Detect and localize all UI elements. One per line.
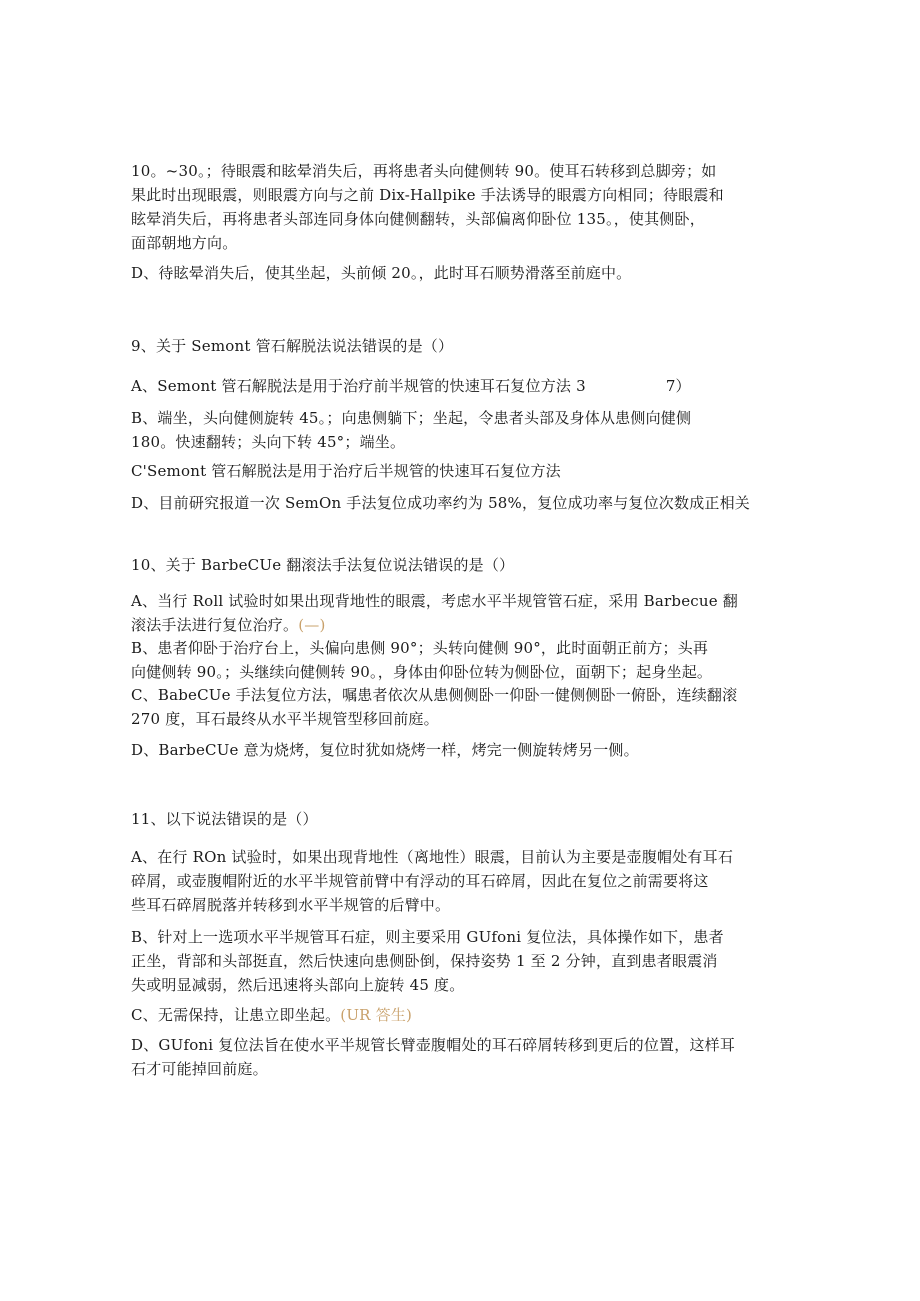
question-11-option-d-line-2: 石才可能掉回前庭。: [131, 1060, 268, 1078]
intro-line-4: 面部朝地方向。: [131, 234, 238, 252]
question-11: [131, 807, 791, 831]
question-10-text: 10、关于 BarbeCUe 翻滚法手法复位说法错误的是（）: [131, 556, 515, 574]
question-10-option-a-line-1: A、当行 Roll 试验时如果出现背地性的眼震，考虑水平半规管管石症，采用 Barbecue 翻: [131, 592, 738, 610]
intro-line-1: 10。~30。；待眼震和眩晕消失后，再将患者头向健侧转 90。使耳石转移到总脚旁；如: [131, 162, 717, 180]
question-10-option-c-line-1: C、BabeCUe 手法复位方法，嘱患者依次从患侧侧卧一仰卧一健侧侧卧一俯卧，连续翻滚: [131, 686, 738, 704]
question-10-option-c: [131, 683, 791, 731]
question-10-option-a-line-2: 滚法手法进行复位治疗。: [131, 616, 299, 634]
question-9-option-c-text: C'Semont 管石解脱法是用于治疗后半规管的快速耳石复位方法: [131, 462, 561, 480]
question-9-option-a: [131, 374, 791, 398]
question-11-option-a-line-2: 碎屑，或壶腹帽附近的水平半规管前臂中有浮动的耳石碎屑，因此在复位之前需要将这: [131, 872, 709, 890]
question-9-option-d: [131, 491, 791, 515]
intro-paragraph: [131, 159, 791, 255]
question-10-option-b-line-1: B、患者仰卧于治疗台上，头偏向患侧 90°；头转向健侧 90°，此时面朝正前方；头再: [131, 639, 709, 657]
question-11-option-b: [131, 925, 791, 997]
question-11-text: 11、以下说法错误的是（）: [131, 810, 318, 828]
question-10-option-d: [131, 738, 791, 762]
question-10-option-b: [131, 636, 791, 684]
question-10-option-b-line-2: 向健侧转 90。；头继续向健侧转 90。，身体由仰卧位转为侧卧位，面朝下；起身坐起。: [131, 663, 713, 681]
question-9-option-d-text: D、目前研究报道一次 SemOn 手法复位成功率约为 58%，复位成功率与复位次数成正相关: [131, 494, 751, 512]
question-11-option-b-line-3: 失或明显减弱，然后迅速将头部向上旋转 45 度。: [131, 976, 465, 994]
question-11-option-d: [131, 1033, 791, 1081]
question-9-option-b: [131, 406, 791, 454]
question-11-option-a-line-1: A、在行 ROn 试验时，如果出现背地性（离地性）眼震，目前认为主要是壶腹帽处有耳石: [131, 848, 734, 866]
question-11-option-c-text: C、无需保持，让患立即坐起。: [131, 1006, 341, 1024]
question-10-option-d-text: D、BarbeCUe 意为烧烤，复位时犹如烧烤一样，烤完一侧旋转烤另一侧。: [131, 741, 639, 759]
question-10: [131, 553, 791, 577]
question-11-option-b-line-1: B、针对上一选项水平半规管耳石症，则主要采用 GUfoni 复位法，具体操作如下，患者: [131, 928, 724, 946]
intro-line-3: 眩晕消失后，再将患者头部连同身体向健侧翻转，头部偏离仰卧位 135。，使其侧卧，: [131, 210, 705, 228]
question-9: [131, 334, 791, 358]
intro-line-2: 果此时出现眼震，则眼震方向与之前 Dix-Hallpike 手法诱导的眼震方向相同；待眼震和: [131, 186, 724, 204]
question-11-option-c-mark: (UR 答生): [340, 1006, 413, 1024]
question-9-option-a-text: A、Semont 管石解脱法是用于治疗前半规管的快速耳石复位方法 3: [131, 377, 586, 395]
question-11-option-a: [131, 845, 791, 917]
question-9-option-a-extra: 7）: [665, 377, 691, 395]
question-10-option-a-mark: (—): [298, 616, 326, 634]
question-9-text: 9、关于 Semont 管石解脱法说法错误的是（）: [131, 337, 454, 355]
question-11-option-a-line-3: 些耳石碎屑脱落并转移到水平半规管的后臂中。: [131, 896, 451, 914]
question-11-option-c: [131, 1003, 791, 1027]
question-10-option-a: [131, 589, 791, 637]
question-9-option-c: [131, 459, 791, 483]
intro-option-d-text: D、待眩晕消失后，使其坐起，头前倾 20。，此时耳石顺势滑落至前庭中。: [131, 264, 632, 282]
question-11-option-d-line-1: D、GUfoni 复位法旨在使水平半规管长臂壶腹帽处的耳石碎屑转移到更后的位置，这样耳: [131, 1036, 736, 1054]
question-10-option-c-line-2: 270 度，耳石最终从水平半规管型移回前庭。: [131, 710, 439, 728]
question-9-option-b-line-2: 180。快速翻转；头向下转 45°；端坐。: [131, 433, 406, 451]
intro-option-d: [131, 261, 791, 285]
question-9-option-b-line-1: B、端坐，头向健侧旋转 45。；向患侧躺下；坐起，令患者头部及身体从患侧向健侧: [131, 409, 692, 427]
question-11-option-b-line-2: 正坐，背部和头部挺直，然后快速向患侧卧倒，保持姿势 1 至 2 分钟，直到患者眼震消: [131, 952, 718, 970]
